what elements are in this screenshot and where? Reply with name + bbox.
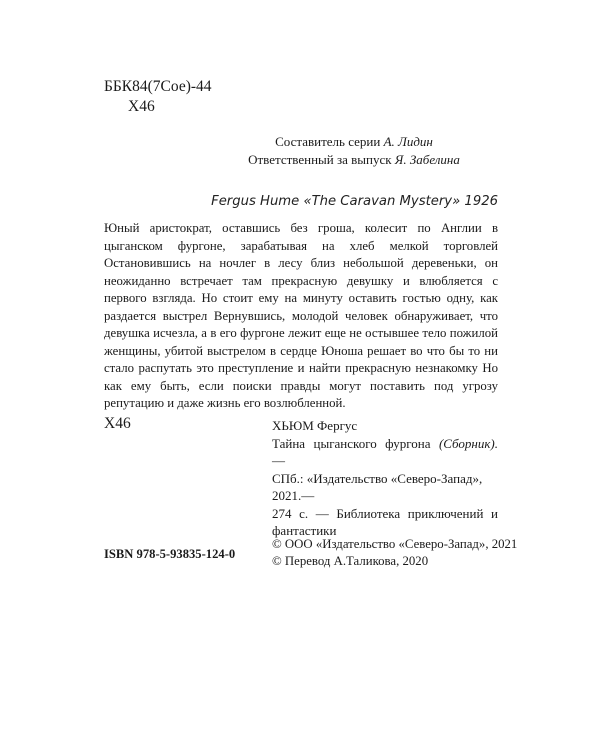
- author-code: Х46: [128, 98, 155, 115]
- catalog-dash: —: [272, 453, 285, 468]
- catalog-author: ХЬЮМ Фергус: [272, 418, 358, 433]
- original-title: Fergus Hume «The Caravan Mystery» 1926: [211, 194, 498, 209]
- catalog-card: [272, 417, 498, 540]
- catalog-publisher: СПб.: «Издательство «Северо-Запад», 2021.—: [272, 470, 483, 503]
- series-compiler-label: Составитель серии: [275, 134, 381, 149]
- credits-block: [210, 133, 498, 169]
- bbk-index: ББК84(7Сое)-44: [104, 78, 212, 95]
- series-compiler-name: А. Лидин: [383, 134, 433, 149]
- catalog-title-line: [272, 435, 498, 470]
- copyright-publisher: © ООО «Издательство «Северо-Запад», 2021: [272, 537, 518, 551]
- catalog-card-code: Х46: [104, 415, 131, 432]
- isbn: ISBN 978-5-93835-124-0: [104, 547, 236, 561]
- release-editor-line: [210, 151, 498, 169]
- annotation: [104, 220, 498, 413]
- catalog-pages-series: 274 с. — Библиотека приключений и фантастики: [272, 505, 498, 538]
- series-compiler-line: [210, 133, 498, 151]
- copyright-block: [272, 536, 518, 570]
- copyright-translation: © Перевод А.Таликова, 2020: [272, 554, 429, 568]
- catalog-title-note: (Сборник).: [438, 435, 499, 451]
- annotation-text: Юный аристократ, оставшись без гроша, колесит по Англии в цыганском фургоне, зарабатывая на хлеб мелкой торговлей Остановившись на ночлег в лесу близ небольшой деревеньки, он неожиданно встречает там прекрасную девушку и влюбляется с первого взгляда. Но стоит ему на минуту оставить гостью одну, как раздается выстрел Вернувшись, молодой человек обнаруживает, что девушка исчезла, а в его фургоне лежит еще не остывшее тело пожилой женщины, убитой выстрелом в сердце Юноша решает во что бы то ни стало распутать это преступление и найти прекрасную незнакомку Но как ему быть, если поиски правды могут поставить под угрозу репутацию и даже жизнь его возлюбленной.: [104, 221, 498, 410]
- release-editor-label: Ответственный за выпуск: [248, 152, 392, 167]
- catalog-title: Тайна цыганского фургона: [272, 435, 431, 451]
- release-editor-name: Я. Забелина: [394, 152, 460, 167]
